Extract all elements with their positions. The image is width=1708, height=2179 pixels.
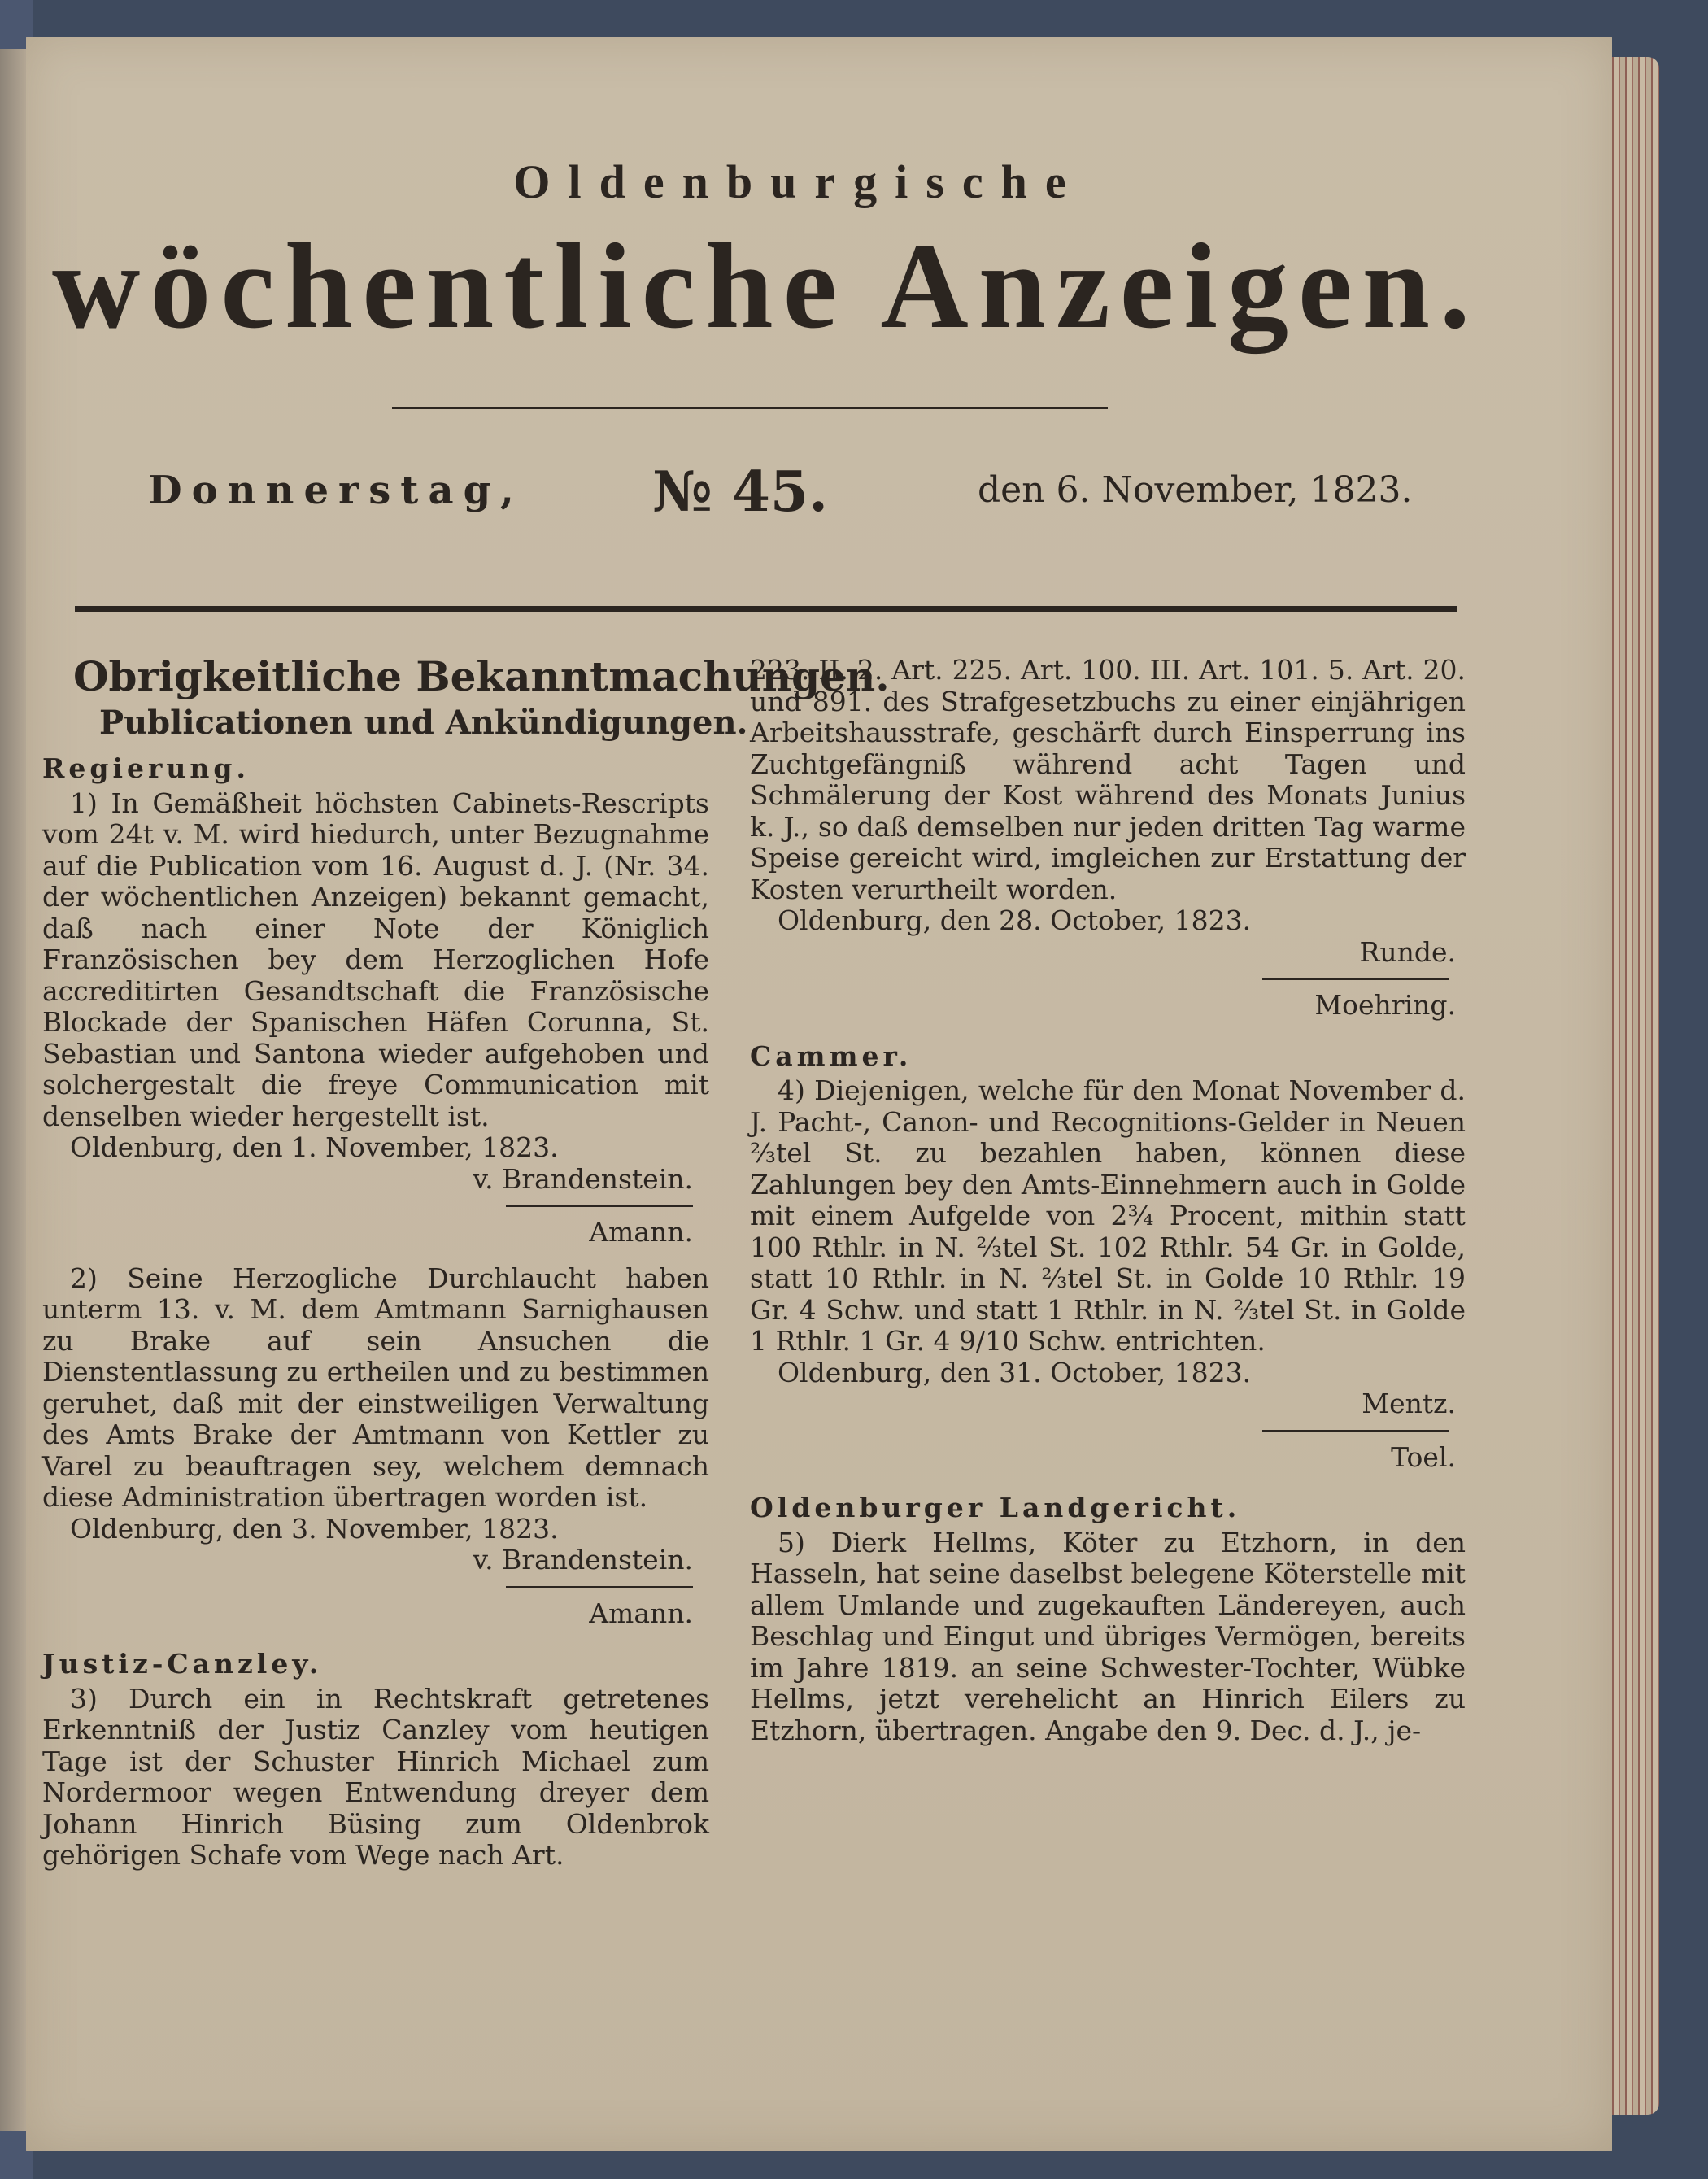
signature-rule bbox=[1262, 1430, 1449, 1432]
issue-weekday: Donnerstag, bbox=[148, 468, 524, 513]
signature-rule bbox=[1262, 978, 1449, 980]
notice-2-signature: v. Brandenstein. bbox=[473, 1544, 693, 1575]
notice-2-place-date: Oldenburg, den 3. November, 1823. bbox=[70, 1512, 559, 1545]
notice-4-place-date: Oldenburg, den 31. October, 1823. bbox=[778, 1356, 1252, 1388]
section-heading: Obrigkeitliche Bekanntmachungen. bbox=[73, 652, 890, 700]
masthead-line1: Oldenburgische bbox=[513, 155, 1084, 208]
notice-2-countersignature: Amann. bbox=[589, 1597, 693, 1629]
notice-2: 2) Seine Herzogliche Durchlaucht haben unterm 13. v. M. dem Amtmann Sarnighausen zu Brake auf sein Ansuchen die Dienstentlassung zu ertheilen und zu bestimmen geruhet, daß mit der einstweiligen Verwaltung des Amts Brake der Amtmann von Kettler zu Varel zu beauftragen sey, welchem demnach diese Administration übertragen worden ist. bbox=[42, 1262, 709, 1513]
signature-rule bbox=[506, 1205, 693, 1207]
signature-rule bbox=[506, 1586, 693, 1588]
notice-1-countersignature: Amann. bbox=[589, 1216, 693, 1248]
section-landgericht: Oldenburger Landgericht. bbox=[750, 1492, 1241, 1523]
issue-line bbox=[148, 460, 1449, 533]
section-justiz-canzley: Justiz-Canzley. bbox=[42, 1648, 323, 1680]
notice-1: 1) In Gemäßheit höchsten Cabinets-Rescripts vom 24t v. M. wird hiedurch, unter Bezugnahme auf die Publication vom 16. August d. J. (Nr. 34. der wöchentlichen Anzeigen) bekannt gemacht, daß nach einer Note der Königlich Französischen bey dem Herzoglichen Hofe accreditirten Gesandtschaft die Französische Blockade der Spanischen Häfen Corunna, St. Sebastian und Santona wieder aufgehoben und solchergestalt die freye Communication mit denselben wieder hergestellt ist. bbox=[42, 787, 709, 1132]
section-subheading: Publicationen und Ankündigungen. bbox=[99, 703, 748, 742]
masthead-rule bbox=[392, 407, 1108, 409]
issue-date: den 6. November, 1823. bbox=[978, 469, 1413, 511]
right-column bbox=[750, 655, 1466, 1746]
section-cammer: Cammer. bbox=[750, 1039, 913, 1072]
masthead-title: wöchentliche Anzeigen. bbox=[52, 219, 1480, 354]
notice-1-place-date: Oldenburg, den 1. November, 1823. bbox=[70, 1131, 559, 1163]
notice-3-place-date: Oldenburg, den 28. October, 1823. bbox=[778, 904, 1252, 936]
notice-5: 5) Dierk Hellms, Köter zu Etzhorn, in den Hasseln, hat seine daselbst belegene Köterstelle mit allem Umlande und zugekauften Ländereyen, auch Beschlag und Eingut und übriges Vermögen, bereits im Jahre 1819. an seine Schwester-Tochter, Wübke Hellms, jetzt verehelicht an Hinrich Eilers zu Etzhorn, übertragen. Angabe den 9. Dec. d. J., je- bbox=[750, 1526, 1466, 1746]
notice-1-signature: v. Brandenstein. bbox=[473, 1162, 693, 1195]
notice-3-signature: Runde. bbox=[1359, 935, 1456, 968]
section-regierung: Regierung. bbox=[42, 752, 250, 784]
header-rule bbox=[75, 606, 1457, 612]
notice-4-signature: Mentz. bbox=[1362, 1388, 1456, 1419]
notice-4: 4) Diejenigen, welche für den Monat November d. J. Pacht-, Canon- und Recognitions-Gelder in Neuen ⅔tel St. zu bezahlen haben, können diese Zahlungen bey den Amts-Einnehmern auch in Golde mit einem Aufgelde von 2¾ Procent, mithin statt 100 Rthlr. in N. ⅔tel St. 102 Rthlr. 54 Gr. in Golde, statt 10 Rthlr. in N. ⅔tel St. in Golde 10 Rthlr. 19 Gr. 4 Schw. und statt 1 Rthlr. in N. ⅔tel St. in Golde 1 Rthlr. 1 Gr. 4 9/10 Schw. entrichten. bbox=[750, 1074, 1466, 1357]
notice-4-countersignature: Toel. bbox=[1391, 1440, 1456, 1473]
notice-3-continued: 223. II. 2. Art. 225. Art. 100. III. Art. 101. 5. Art. 20. und 891. des Strafgesetzbuchs zu einer einjährigen Arbeitshausstrafe, geschärft durch Einsperrung ins Zuchtgefängniß während acht Tagen und Schmälerung der Kost während des Monats Junius k. J., so daß demselben nur jeden dritten Tag warme Speise gereicht wird, imgleichen zur Erstattung der Kosten verurtheilt worden. bbox=[750, 654, 1466, 905]
issue-number: № 45. bbox=[652, 460, 828, 525]
notice-3-countersignature: Moehring. bbox=[1314, 989, 1456, 1021]
notice-3: 3) Durch ein in Rechtskraft getretenes Erkenntniß der Justiz Canzley vom heutigen Tage ist der Schuster Hinrich Michael zum Nordermoor wegen Entwendung dreyer dem Johann Hinrich Büsing zum Oldenbrok gehörigen Schafe vom Wege nach Art. bbox=[42, 1682, 709, 1871]
newspaper-page bbox=[26, 37, 1612, 2151]
